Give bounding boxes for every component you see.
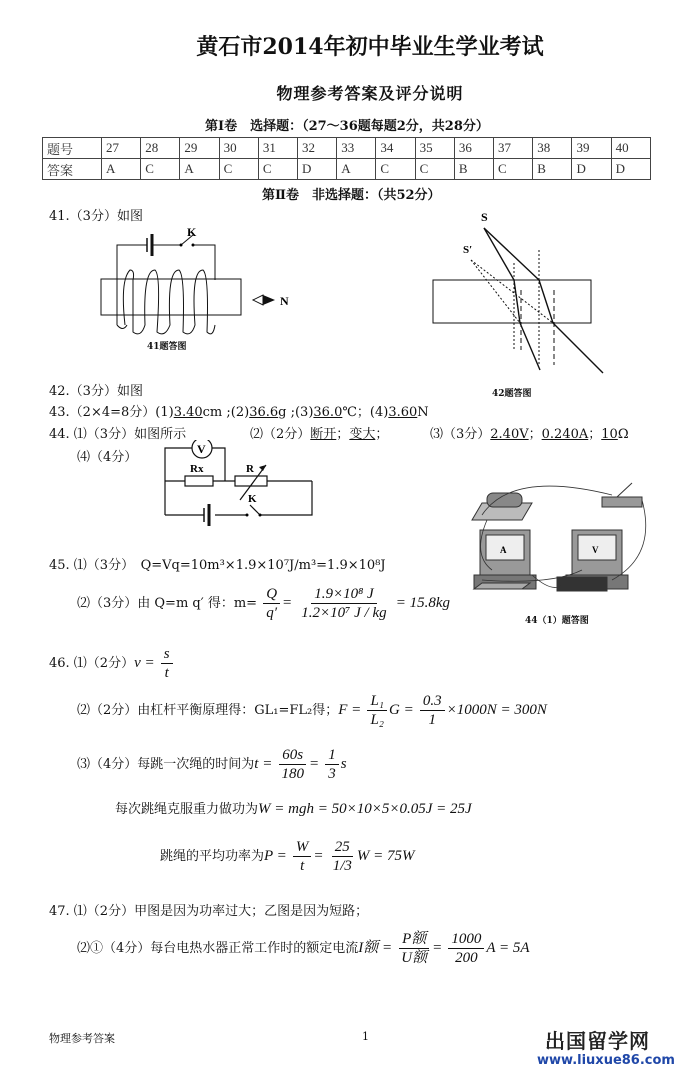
numerator: P额 bbox=[399, 930, 429, 949]
result: ×1000N = 300N bbox=[446, 702, 547, 718]
fraction bbox=[278, 746, 307, 783]
label: 46. ⑴（2分） bbox=[49, 656, 135, 671]
numerator: 0.3 bbox=[420, 692, 445, 711]
q42-caption: 42题答图 bbox=[492, 389, 532, 399]
north-label: N bbox=[280, 294, 289, 308]
denominator: 180 bbox=[281, 766, 304, 782]
q43-text bbox=[49, 401, 429, 420]
q43-answer-2: 36.6 bbox=[249, 405, 279, 420]
lhs: I额 = bbox=[358, 940, 393, 956]
q44-wiring-illustration bbox=[462, 475, 657, 610]
question-number-cell: 33 bbox=[337, 138, 376, 159]
answer-cell: C bbox=[258, 159, 297, 180]
q42-text: 42.（3分）如图 bbox=[49, 384, 143, 399]
q43-answer-4: 3.60 bbox=[388, 405, 418, 420]
answer-cell: A bbox=[102, 159, 141, 180]
answer-cell: C bbox=[219, 159, 258, 180]
fraction bbox=[420, 692, 445, 729]
q46-part4 bbox=[115, 798, 472, 818]
q47-part1: 47. ⑴（2分）甲图是因为功率过大；乙图是因为短路； bbox=[49, 904, 369, 919]
sep: ； bbox=[336, 427, 350, 442]
q45-part2-label: ⑵（3分）由 Q=m q′ 得：m= bbox=[77, 596, 258, 611]
denominator: 3 bbox=[328, 766, 336, 782]
voltmeter-label: V bbox=[197, 442, 206, 456]
fraction bbox=[398, 930, 430, 967]
q47-part2: ⑵①（4分）每台电热水器正常工作时的额定电流I额 = $\frac{\text{P额}}{\text{U额}}$ = $\frac{1000}{200}$ A = 5A bbox=[77, 931, 530, 966]
label: ⑵①（4分）每台电热水器正常工作时的额定电流 bbox=[77, 941, 359, 956]
numerator: W bbox=[293, 838, 312, 857]
result: W = 75W bbox=[356, 848, 415, 864]
unit: s bbox=[340, 756, 347, 772]
denominator: q′ bbox=[266, 605, 277, 621]
section1-heading: 第Ⅰ卷 选择题：（27～36题每题2分，共28分） bbox=[205, 119, 489, 134]
q43-prefix: 43.（2×4=8分）(1) bbox=[49, 405, 174, 420]
q44-voltage: 2.40V bbox=[490, 427, 529, 442]
question-number-cell: 37 bbox=[494, 138, 533, 159]
ammeter-icon: A bbox=[500, 545, 507, 555]
denominator: 1/3 bbox=[332, 858, 352, 874]
q43-unit-4: N bbox=[417, 405, 429, 420]
numerator: L₁ bbox=[367, 692, 387, 711]
label: ⑶（4分）每跳一次绳的时间为 bbox=[77, 757, 255, 772]
q46-part5: 跳绳的平均功率为P = $\frac{W}{t}$ = $\frac{25}{1/3}$ W = 75W bbox=[160, 839, 415, 874]
numerator: 1 bbox=[325, 746, 339, 765]
fraction bbox=[367, 692, 387, 729]
q46-part3: ⑶（4分）每跳一次绳的时间为t = $\frac{60s}{180}$ = $\frac{1}{3}$ s bbox=[77, 747, 347, 782]
document-subtitle: 物理参考答案及评分说明 bbox=[276, 84, 464, 103]
q44-answer-open: 断开 bbox=[310, 427, 337, 442]
question-number-cell: 34 bbox=[376, 138, 415, 159]
answer-table bbox=[42, 137, 651, 180]
table-row-answers bbox=[43, 159, 651, 180]
q44-resistance: 10 bbox=[601, 427, 618, 442]
sep: ； bbox=[588, 427, 602, 442]
q44-circuit-diagram bbox=[160, 440, 320, 540]
denominator: 1.2×10⁷ J / kg bbox=[301, 605, 387, 621]
table-row-numbers bbox=[43, 138, 651, 159]
fraction bbox=[325, 746, 339, 783]
q44-caption: 44（1）题答图 bbox=[525, 616, 589, 626]
denominator: t bbox=[300, 858, 305, 874]
q46-part1 bbox=[49, 645, 175, 682]
q44-part3 bbox=[430, 423, 629, 442]
row-label: 题号 bbox=[43, 138, 102, 159]
fraction bbox=[448, 930, 484, 967]
answer-cell: C bbox=[376, 159, 415, 180]
footer-label: 物理参考答案 bbox=[49, 1032, 115, 1045]
sep: ； bbox=[375, 427, 389, 442]
answer-cell: D bbox=[611, 159, 650, 180]
q42-refraction-diagram bbox=[425, 205, 635, 380]
answer-cell: C bbox=[141, 159, 180, 180]
q43-unit-2: g ;(3) bbox=[278, 405, 314, 420]
source-label: S bbox=[481, 210, 488, 224]
q46-part2 bbox=[77, 692, 547, 729]
q44-current: 0.240A bbox=[541, 427, 589, 442]
numerator: 1000 bbox=[448, 930, 484, 949]
q44-part4: ⑷（4分） bbox=[77, 450, 138, 465]
numerator: 60s bbox=[279, 746, 306, 765]
question-number-cell: 39 bbox=[572, 138, 611, 159]
q44-part2-label: ⑵（2分） bbox=[250, 427, 311, 442]
row-label: 答案 bbox=[43, 159, 102, 180]
answer-cell: D bbox=[298, 159, 337, 180]
voltmeter-icon: V bbox=[592, 545, 599, 555]
q43-unit-1: cm ;(2) bbox=[202, 405, 250, 420]
switch-label: K bbox=[248, 493, 257, 505]
answer-cell: B bbox=[533, 159, 572, 180]
lhs: t = bbox=[254, 756, 273, 772]
q43-unit-3: ℃；(4) bbox=[342, 405, 389, 420]
q45-part1: 45. ⑴（3分） Q=Vq=10m³×1.9×10⁷J/m³=1.9×10⁸J bbox=[49, 558, 386, 573]
q45-part2: ⑵（3分）由 Q=m q′ 得：m= $\frac{Q}{q'}$ = $\frac{\text{1.9×10⁸ J}}{\text{1.2×10⁷ J / kg}}$ = 15.8kg bbox=[77, 586, 451, 621]
question-number-cell: 31 bbox=[258, 138, 297, 159]
q44-answer-bigger: 变大 bbox=[349, 427, 376, 442]
denominator: 1 bbox=[428, 712, 436, 728]
label: 每次跳绳克服重力做功为 bbox=[115, 802, 259, 817]
sep: ； bbox=[528, 427, 542, 442]
q44-part1: 44. ⑴（3分）如图所示 bbox=[49, 427, 187, 442]
denominator: t bbox=[164, 665, 169, 681]
lhs: P = bbox=[264, 848, 287, 864]
q41-electromagnet-diagram bbox=[95, 220, 305, 355]
q45-result: = 15.8kg bbox=[395, 595, 451, 611]
fraction bbox=[298, 585, 389, 622]
numerator: s bbox=[161, 645, 173, 664]
compass-needle-icon bbox=[253, 295, 263, 305]
page-number: 1 bbox=[362, 1030, 369, 1043]
fraction bbox=[330, 838, 355, 875]
question-number-cell: 27 bbox=[102, 138, 141, 159]
numerator: 1.9×10⁸ J bbox=[311, 585, 377, 604]
ohm-unit: Ω bbox=[617, 427, 629, 442]
image-label: S′ bbox=[463, 244, 473, 256]
mid: G = bbox=[389, 702, 414, 718]
label: 跳绳的平均功率为 bbox=[160, 849, 265, 864]
answer-cell: A bbox=[337, 159, 376, 180]
watermark-url[interactable]: www.liuxue86.com bbox=[537, 1053, 675, 1068]
answer-cell: D bbox=[572, 159, 611, 180]
denominator: L₂ bbox=[370, 712, 385, 728]
document-title: 黄石市2014年初中毕业生学业考试 bbox=[196, 34, 544, 60]
section2-heading: 第Ⅱ卷 非选择题：（共52分） bbox=[262, 188, 441, 203]
question-number-cell: 30 bbox=[219, 138, 258, 159]
rheostat-label: R bbox=[246, 463, 254, 475]
answer-cell: C bbox=[415, 159, 454, 180]
question-number-cell: 38 bbox=[533, 138, 572, 159]
q41-text: 41.（3分）如图 bbox=[49, 209, 143, 224]
label: ⑵（2分）由杠杆平衡原理得：GL₁=FL₂得； bbox=[77, 703, 339, 718]
watermark-logo: 出国留学网 bbox=[545, 1029, 650, 1053]
fraction bbox=[161, 645, 173, 682]
numerator: 25 bbox=[332, 838, 353, 857]
answer-cell: C bbox=[494, 159, 533, 180]
fraction bbox=[263, 585, 280, 622]
question-number-cell: 36 bbox=[454, 138, 493, 159]
answer-cell: A bbox=[180, 159, 219, 180]
lhs: F = bbox=[338, 702, 362, 718]
equation: W = mgh = 50×10×5×0.05J = 25J bbox=[258, 801, 472, 817]
result: A = 5A bbox=[486, 940, 530, 956]
question-number-cell: 32 bbox=[298, 138, 337, 159]
question-number-cell: 29 bbox=[180, 138, 219, 159]
fraction bbox=[293, 838, 312, 875]
denominator: U额 bbox=[401, 950, 428, 966]
denominator: 200 bbox=[455, 950, 478, 966]
question-number-cell: 35 bbox=[415, 138, 454, 159]
answer-cell: B bbox=[454, 159, 493, 180]
lhs: v = bbox=[134, 655, 155, 671]
question-number-cell: 28 bbox=[141, 138, 180, 159]
q41-caption: 41题答图 bbox=[147, 342, 187, 352]
question-number-cell: 40 bbox=[611, 138, 650, 159]
numerator: Q bbox=[263, 585, 280, 604]
switch-label: K bbox=[187, 225, 197, 239]
q44-part3-label: ⑶（3分） bbox=[430, 427, 491, 442]
rx-label: Rx bbox=[190, 463, 204, 475]
q43-answer-3: 36.0 bbox=[313, 405, 343, 420]
q43-answer-1: 3.40 bbox=[173, 405, 203, 420]
